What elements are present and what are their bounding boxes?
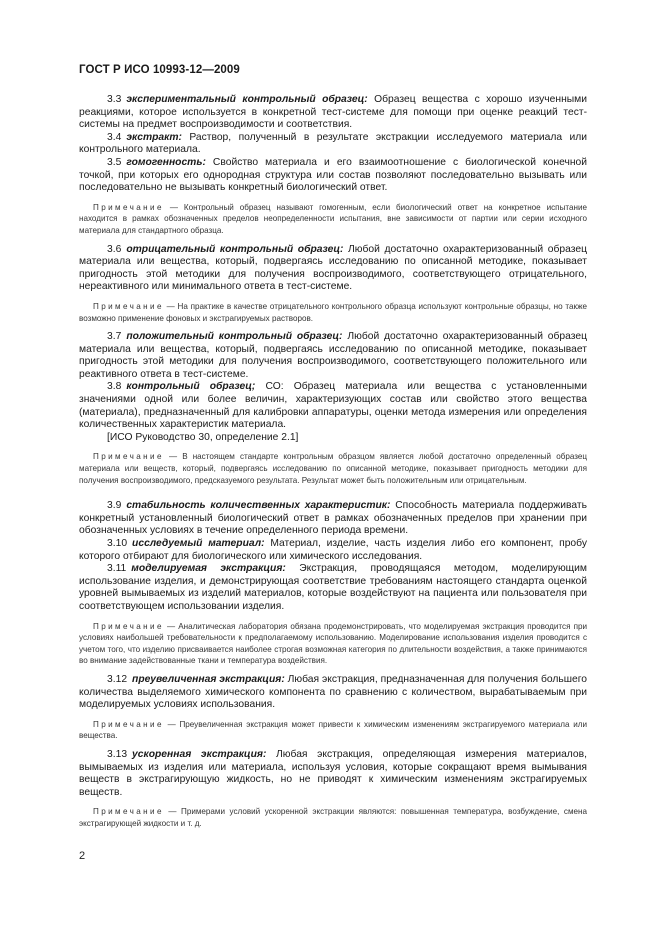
note-text: — В настоящем стандарте контрольным образцом является любой достаточно определенный образец материала или веществ, который, подвергаясь исследованию по описанной методике, показывает пригодность методики для получения воспроизводимого, предсказуемого результата. Результат может быть положительным или отрицательным.	[79, 452, 588, 485]
term-name: контрольный образец;	[126, 381, 256, 393]
clause-number: 3.10	[107, 538, 128, 549]
note-3-8	[79, 451, 587, 486]
definition-3-9	[79, 500, 587, 538]
clause-number: 3.11	[107, 563, 127, 575]
note-label: Примечание	[93, 452, 164, 462]
note-text: — Примерами условий ускоренной экстракции являются: повышенная температура, возбуждение, смена экстрагирующей жидкости и т. д.	[79, 807, 587, 828]
term-name: моделируемая экстракция:	[131, 563, 286, 575]
definition-text: Способность материала поддерживать конкретный установленный биологический ответ в рамках обозначенных пределов при хранении при обозначенных условиях в течение определенного периода времени.	[79, 500, 587, 537]
term-name: ускоренная экстракция:	[132, 748, 267, 760]
definition-3-5	[79, 157, 587, 195]
definition-3-8	[79, 381, 587, 431]
definition-3-4	[79, 132, 587, 157]
note-3-5	[79, 202, 587, 237]
term-name: отрицательный контрольный образец:	[126, 243, 344, 255]
note-label: Примечание	[93, 202, 164, 212]
definition-text: Любой достаточно охарактеризованный образец материала или вещества, который, подвергаясь исследованию по описанной методике, показывает пригодность этой методики для получения воспроизводимого, соответствующего отрицательного, нереактивного или минимального ответа в тест-системе.	[79, 243, 587, 293]
definition-3-11	[79, 563, 587, 613]
note-text: — На практике в качестве отрицательного контрольного образца используют контрольные образцы, но также возможно применение фоновых и экстрагируемых растворов.	[79, 301, 588, 323]
term-name: экспериментальный контрольный образец:	[126, 94, 368, 105]
definition-text: СО: Образец материала или вещества с установленными значениями одной или более величин, характеризующих состав или свойство этого вещества (материала), предназначенный для калибровки аппаратуры, оценки метода измерения или определения количественных характеристик материала.	[79, 381, 587, 431]
clause-number: 3.13	[107, 748, 128, 760]
term-name: экстракт:	[126, 131, 182, 143]
clause-number: 3.4	[107, 131, 122, 143]
note-label: Примечание	[93, 719, 164, 729]
definition-text: Свойство материала и его взаимоотношение с биологической конечной точкой, при которых его однородная структура или состав позволяют последовательно вызывать или последовательно не вызывать конкретный биологический ответ.	[79, 156, 587, 194]
document-body	[79, 94, 587, 836]
clause-number: 3.5	[107, 156, 122, 168]
note-3-13	[79, 806, 587, 829]
definition-3-10	[79, 538, 587, 563]
definition-text: Экстракция, проводящаяся методом, моделирующим использование изделия, и демонстрирующая соответствие требованиям настоящего стандарта оценкой уровней вымываемых из изделий материалов, которые воздействуют на пациента или пользователя при соответствующем использовании изделия.	[79, 563, 587, 612]
clause-number: 3.6	[107, 243, 122, 255]
note-3-6	[79, 301, 587, 324]
source-reference: [ИСО Руководство 30, определение 2.1]	[107, 431, 299, 443]
definition-3-6	[79, 244, 587, 294]
definition-text: Материал, изделие, часть изделия либо его компонент, пробу которого отбирают для биологического или химического исследования.	[79, 538, 587, 562]
clause-number: 3.12	[107, 673, 128, 685]
definition-text: Образец вещества с хорошо изученными реакциями, которое используется в конкретной тест-системе для помощи при оценке реакций тест-системы на предмет воспроизводимости и соответствия.	[79, 94, 587, 131]
definition-3-13	[79, 749, 587, 799]
note-text: — Контрольный образец называют гомогенным, если биологический ответ на конкретное испытание находится в рамках обозначенных пределов неопределенности испытания, вне зависимости от партии или серии исходного материала для стандартного образца.	[79, 202, 587, 235]
definition-3-12	[79, 674, 587, 712]
clause-number: 3.8	[107, 381, 122, 393]
note-3-12	[79, 719, 587, 742]
term-name: преувеличенная экстракция:	[132, 673, 285, 685]
term-name: исследуемый материал:	[132, 538, 265, 549]
note-text: — Преувеличенная экстракция может привести к химическим изменениям экстрагируемого материала или вещества.	[79, 719, 587, 741]
note-label: Примечание	[93, 621, 164, 631]
clause-number: 3.9	[107, 500, 122, 512]
clause-number: 3.3	[107, 94, 122, 105]
definition-text: Любая экстракция, предназначенная для получения большего количества выделяемого химического компонента по сравнению с количеством, вырабатываемым при моделируемых условиях использования.	[79, 673, 587, 711]
standard-designation: ГОСТ Р ИСО 10993-12—2009	[79, 64, 240, 76]
clause-number: 3.7	[107, 331, 122, 343]
definition-text: Любая экстракция, определяющая измерения материалов, вымываемых из изделия или материала, используя условия, которые сокращают время вымывания веществ в экстрагирующую жидкость, но не приводят к химическим изменениям экстрагируемых веществ.	[79, 748, 587, 798]
page-number: 2	[79, 850, 86, 862]
note-text: — Аналитическая лаборатория обязана продемонстрировать, что моделируемая экстракция проводится при условиях наибольшей требовательности к предполагаемому использованию. Моделирование использования изделия проводится с учетом того, что изделию присваивается наиболее строгая возможная категория по длительности воздействия, а также принимаются во внимание задействованные ткани и температура воздействия.	[79, 621, 587, 666]
definition-3-7	[79, 331, 587, 381]
definition-text: Любой достаточно охарактеризованный образец материала или вещества, который, подвергаясь исследованию по описанной методике, показывает пригодность этой методики для получения воспроизводимого, соответствующего положительного или реактивного ответа в тест-системе.	[79, 331, 587, 380]
note-3-11	[79, 621, 587, 667]
document-header	[79, 64, 240, 76]
term-name: гомогенность:	[126, 156, 206, 168]
note-label: Примечание	[93, 807, 164, 817]
definition-3-3	[79, 94, 587, 132]
definition-text: Раствор, полученный в результате экстракции исследуемого материала или контрольного материала.	[79, 131, 587, 156]
note-label: Примечание	[93, 301, 164, 311]
term-name: положительный контрольный образец:	[126, 331, 343, 343]
term-name: стабильность количественных характеристик:	[126, 500, 391, 512]
